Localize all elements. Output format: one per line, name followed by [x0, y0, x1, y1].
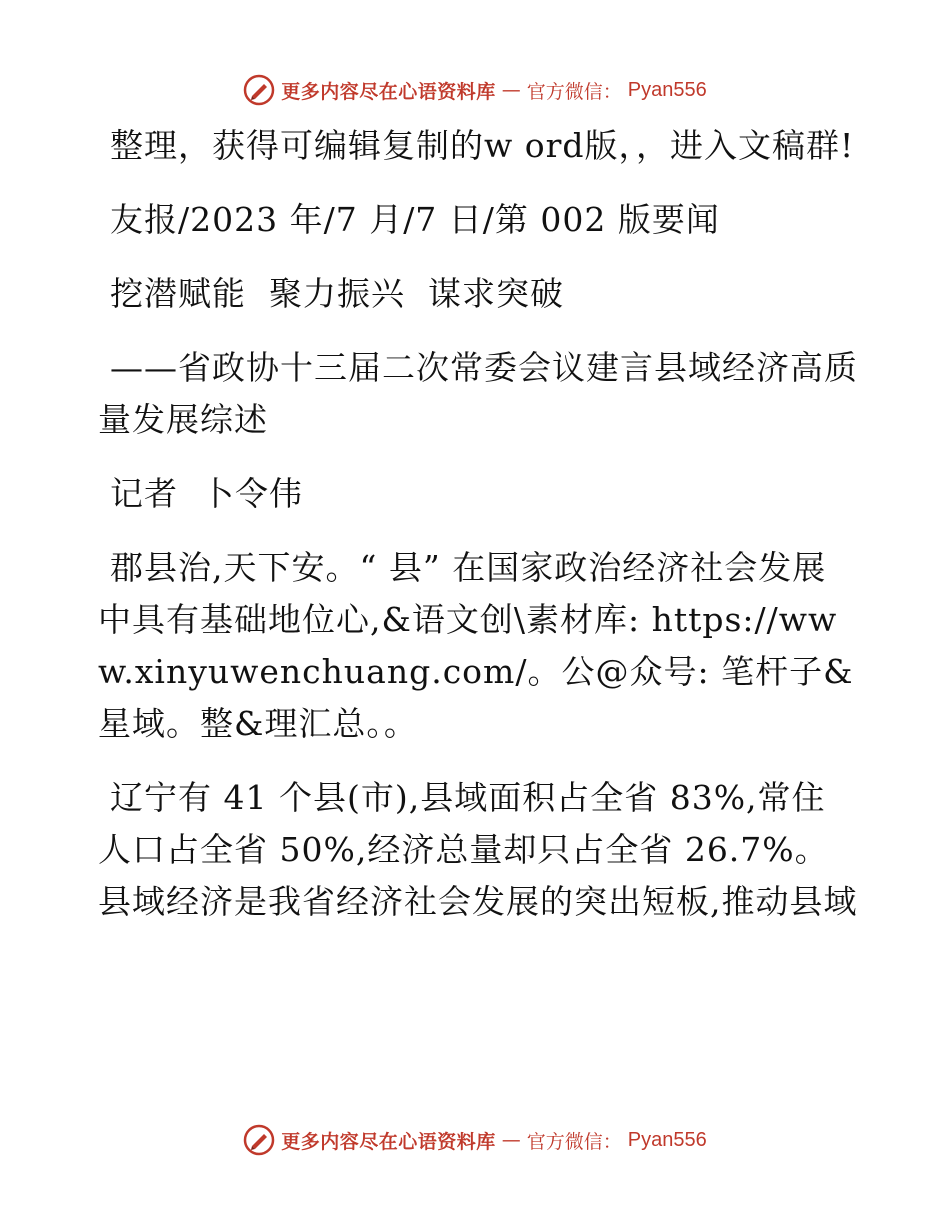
watermark-id: Pyan556	[627, 78, 707, 101]
watermark-sub-text: 官方微信：	[526, 1130, 622, 1153]
article-title	[98, 268, 858, 320]
article-byline	[98, 468, 858, 520]
paragraph-intro	[98, 120, 858, 172]
paragraph-body-2	[98, 772, 858, 928]
paragraph-body-1	[98, 542, 858, 750]
pen-logo-icon	[243, 74, 275, 106]
watermark-dash: —	[501, 79, 521, 101]
footer-watermark	[0, 1120, 950, 1160]
watermark-id: Pyan556	[627, 1128, 707, 1151]
watermark-main-text: 更多内容尽在心语资料库	[281, 80, 496, 103]
paragraph-body-2-text: 辽宁有 41 个县(市),县域面积占全省 83%,常住人口占全省 50%,经济总量却只占全省 26.7%。县域经济是我省经济社会发展的突出短板,推动县域	[98, 778, 858, 921]
paragraph-intro-text: 整理，获得可编辑复制的w ord版，，进入文稿群!	[110, 126, 855, 165]
article-byline-text: 记者 卜令伟	[110, 474, 303, 513]
watermark-sub-text: 官方微信：	[526, 80, 622, 103]
pen-logo-icon	[243, 1124, 275, 1156]
article-subtitle	[98, 342, 858, 446]
article-title-text: 挖潜赋能 聚力振兴 谋求突破	[110, 274, 564, 313]
paragraph-source	[98, 194, 858, 246]
watermark-main-text: 更多内容尽在心语资料库	[281, 1130, 496, 1153]
watermark-dash: —	[501, 1129, 521, 1151]
paragraph-source-text: 友报/2023 年/7 月/7 日/第 002 版要闻	[110, 200, 720, 239]
document-body	[98, 120, 858, 950]
article-subtitle-text: ——省政协十三届二次常委会议建言县域经济高质量发展综述	[98, 348, 858, 439]
header-watermark	[0, 70, 950, 110]
paragraph-body-1-text: 郡县治,天下安。“ 县” 在国家政治经济社会发展中具有基础地位心,&语文创\素材库: https://www.xinyuwenchuang.com/。公@众号: 笔杆子&星域。整&理汇总。。	[98, 548, 854, 743]
